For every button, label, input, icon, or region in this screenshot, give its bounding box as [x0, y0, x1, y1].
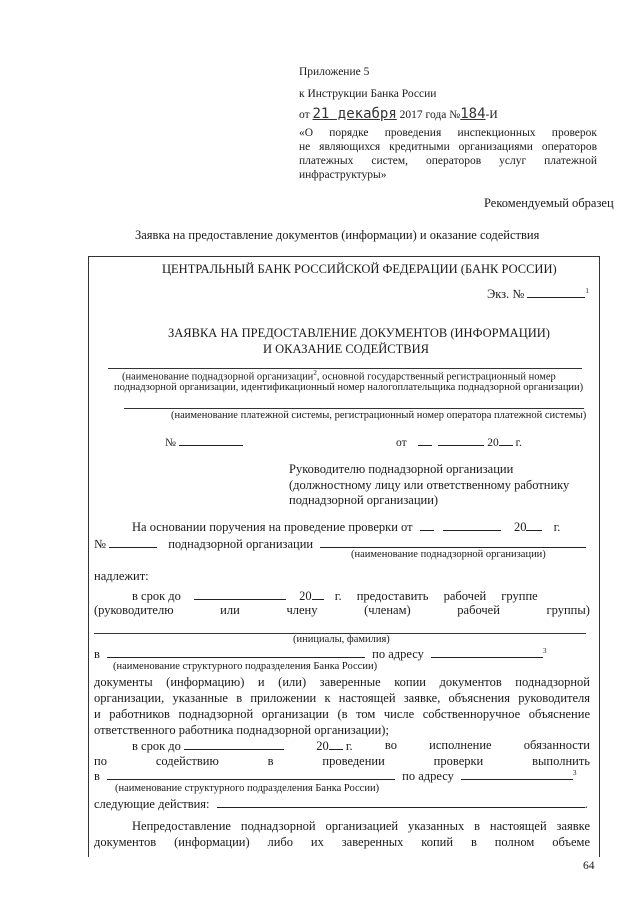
date-prefix: от [299, 109, 310, 121]
basis-num-label: № [94, 537, 106, 551]
caption-division-2: (наименование структурного подразделения Банка России) [115, 783, 380, 794]
form-title-line-2: И ОКАЗАНИЕ СОДЕЙСТВИЯ [263, 342, 429, 356]
caption-org-part-a: (наименование поднадзорной организации [122, 371, 314, 383]
assist-word-6: выполнить [532, 754, 590, 768]
order-title-line-4: инфраструктуры» [299, 169, 387, 181]
term2-d: во [384, 738, 397, 752]
request-number-label: № [165, 437, 176, 449]
form-title-line-1: ЗАЯВКА НА ПРЕДОСТАВЛЕНИЕ ДОКУМЕНТОВ (ИНФОРМАЦИИ) [168, 326, 550, 340]
basis-org-label: поднадзорной организации [168, 537, 314, 551]
docs-line-1: документы (информацию) и (или) заверенные копии документов поднадзорной [94, 675, 590, 689]
must-label: надлежит: [94, 569, 149, 583]
in-label: в [94, 647, 100, 661]
group-word-2: или [220, 603, 240, 617]
term-b: 20 [299, 589, 312, 603]
request-date-from: от [396, 437, 407, 449]
group-line [94, 603, 590, 618]
order-date-line [299, 106, 498, 122]
instruction-label: к Инструкции Банка России [299, 88, 437, 100]
group-word-4: (членам) [364, 603, 411, 617]
following-actions: следующие действия: . [94, 797, 588, 811]
by-address-label-2: по адресу [402, 769, 454, 783]
request-date-g: г. [515, 437, 522, 449]
basis-year: 20 [513, 520, 527, 534]
caption-payment-system: (наименование платежной системы, регистрационный номер оператора платежной системы) [171, 410, 587, 421]
assist-word-2: содействию [155, 754, 219, 768]
docs-line-4: ответственного работника поднадзорной организации); [94, 723, 389, 737]
document-title: Заявка на предоставление документов (информации) и оказание содействия [135, 228, 540, 242]
term2-b: 20 [316, 739, 329, 753]
term-line [132, 588, 538, 604]
nonprov-line-2: документов (информации) либо их заверенных копий в полном объеме [94, 835, 590, 849]
caption-division: (наименование структурного подразделения Банка России) [113, 661, 378, 672]
basis-text: На основании поручения на проведение проверки от [132, 520, 413, 534]
assist-word-4: проведении [322, 754, 385, 768]
group-word-3: члену [286, 603, 318, 617]
term-a: в срок до [132, 589, 181, 603]
recommended-sample: Рекомендуемый образец [484, 196, 614, 210]
docs-line-3: и работников поднадзорной организации (в том числе собственноручное объяснение [94, 707, 590, 721]
footnote-3-b: 3 [573, 768, 577, 777]
following-label: следующие действия: [94, 797, 210, 811]
copy-number [487, 286, 589, 302]
order-title [299, 126, 597, 182]
term2-a: в срок до [132, 739, 181, 753]
assist-word-3: в [267, 754, 274, 768]
request-number [165, 434, 243, 449]
non-provision-paragraph [94, 818, 590, 850]
page-number: 64 [583, 860, 595, 872]
appendix-label: Приложение 5 [299, 66, 370, 78]
caption-org-line-1 [122, 369, 556, 383]
term-c: г. предоставить рабочей группе [334, 589, 538, 603]
number-suffix: -И [485, 109, 498, 121]
bank-name: ЦЕНТРАЛЬНЫЙ БАНК РОССИЙСКОЙ ФЕДЕРАЦИИ (БАНК РОССИИ) [162, 262, 557, 276]
basis-g: г. [553, 520, 561, 534]
caption-org-footnote: 2 [313, 369, 317, 377]
addressee-line-3: поднадзорной организации) [289, 493, 439, 507]
footnote-3: 3 [543, 646, 547, 655]
caption-org-name: (наименование поднадзорной организации) [351, 549, 546, 560]
documents-paragraph [94, 674, 590, 738]
copy-number-label: Экз. № [487, 287, 525, 301]
by-address-label: по адресу [372, 647, 424, 661]
nonprov-line-1: Непредоставление поднадзорной организацией указанных в настоящей заявке [132, 819, 590, 833]
caption-org-line-2: поднадзорной организации, идентификационный номер налогоплательщика поднадзорной организации) [114, 382, 584, 393]
addressee [289, 462, 569, 509]
order-title-line-3: платежных систем, операторов услуг платежной [299, 155, 597, 167]
addressee-line-2: (должностному лицу или ответственному работнику [289, 477, 570, 492]
term2-c: г. [345, 739, 353, 753]
caption-initials: (инициалы, фамилия) [293, 634, 390, 645]
assist-line [94, 754, 590, 769]
request-date-year: 20 [487, 437, 499, 449]
order-title-line-1: «О порядке проведения инспекционных проверок [299, 127, 597, 139]
copy-footnote: 1 [585, 286, 589, 295]
term2-e: исполнение [429, 738, 492, 752]
handwritten-number: 184 [460, 106, 486, 122]
basis-line [132, 519, 560, 535]
in-label-2: в [94, 769, 100, 783]
group-word-6: группы) [546, 603, 590, 617]
date-year: 2017 года [399, 109, 447, 121]
request-date [396, 434, 522, 449]
order-title-line-2: не являющихся кредитными организациями операторов [299, 141, 597, 153]
assist-word-1: по [94, 754, 107, 768]
term2-f: обязанности [523, 738, 590, 752]
number-prefix: № [449, 109, 461, 121]
division-address-line-2 [94, 768, 577, 784]
group-word-1: (руководителю [94, 603, 174, 617]
handwritten-date: 21 декабря [312, 106, 397, 122]
docs-line-2: организации, указанные в приложении к настоящей заявке, объяснения руководителя [94, 691, 590, 705]
term2-line [132, 738, 590, 754]
division-address-line [94, 646, 547, 662]
caption-org-part-b: , основной государственный регистрационный номер [316, 371, 556, 383]
assist-word-5: проверки [433, 754, 484, 768]
addressee-line-1: Руководителю поднадзорной организации [289, 462, 514, 476]
group-word-5: рабочей [457, 603, 500, 617]
